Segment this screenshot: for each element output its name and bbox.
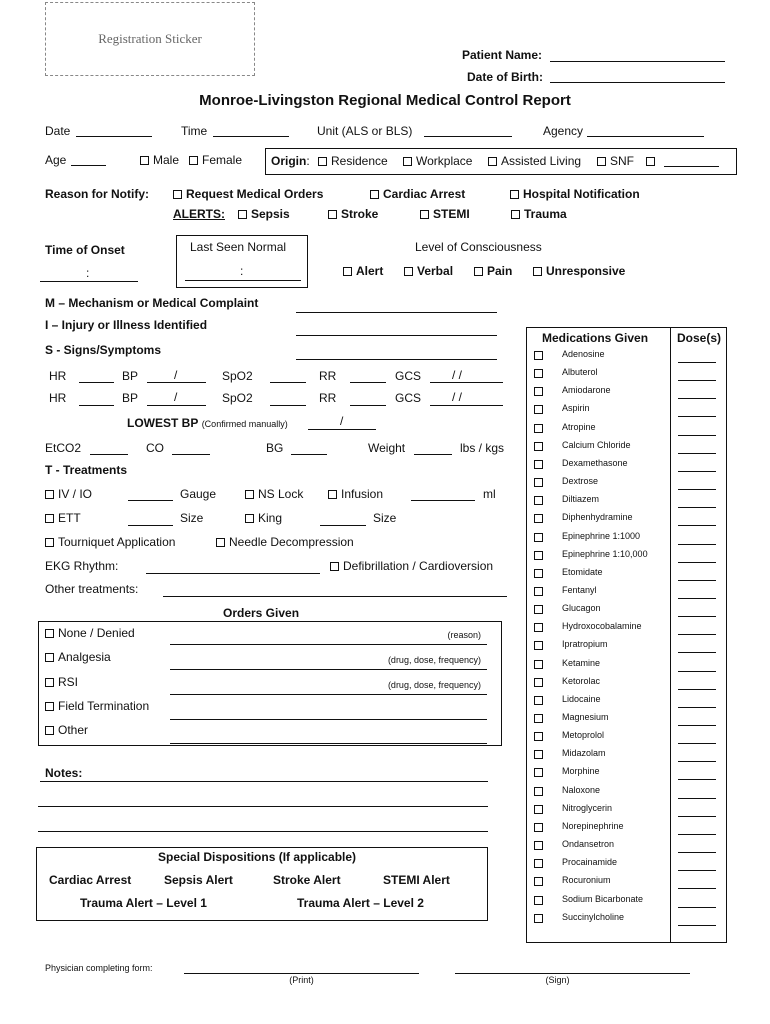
medication-name: Diphenhydramine (562, 512, 633, 522)
medication-name: Diltiazem (562, 494, 600, 504)
medication-name: Calcium Chloride (562, 440, 631, 450)
medication-checkbox[interactable] (534, 405, 543, 414)
medication-checkbox[interactable] (534, 533, 543, 542)
medication-checkbox[interactable] (534, 914, 543, 923)
medication-name: Lidocaine (562, 694, 601, 704)
medication-name: Ipratropium (562, 639, 608, 649)
gcs-slashes-2: / / (452, 390, 463, 404)
order-hint: (reason) (447, 630, 481, 640)
bg-label: BG (266, 441, 284, 455)
bp-field-1[interactable] (147, 382, 206, 383)
medication-name: Sodium Bicarbonate (562, 894, 644, 904)
hr-field-2[interactable] (79, 405, 114, 406)
medication-name: Etomidate (562, 567, 603, 577)
medication-name: Metoprolol (562, 730, 605, 740)
gcs-label-2: GCS (395, 391, 422, 405)
dose-field[interactable] (678, 870, 716, 871)
ns-lock-option[interactable]: NS Lock (245, 488, 303, 500)
sepsis-option[interactable]: Sepsis (238, 208, 290, 220)
date-field[interactable] (76, 136, 152, 137)
dob-label: Date of Birth: (467, 70, 543, 84)
order-checkbox[interactable] (45, 702, 54, 711)
dose-field[interactable] (678, 453, 716, 454)
ekg-field[interactable] (146, 573, 320, 574)
medication-checkbox[interactable] (534, 641, 543, 650)
medication-name: Amiodarone (562, 385, 611, 395)
dose-field[interactable] (678, 398, 716, 399)
dose-field[interactable] (678, 634, 716, 635)
female-checkbox[interactable] (189, 156, 198, 165)
registration-sticker-area (45, 2, 255, 76)
medication-checkbox[interactable] (534, 496, 543, 505)
notes-line-2[interactable] (38, 806, 488, 807)
medication-name: Dextrose (562, 476, 599, 486)
reason-label: Reason for Notify: (45, 187, 150, 201)
print-label: (Print) (289, 975, 314, 985)
medication-checkbox[interactable] (534, 442, 543, 451)
origin-other[interactable] (646, 155, 659, 167)
dose-field[interactable] (678, 435, 716, 436)
medication-name: Adenosine (562, 349, 605, 359)
order-option[interactable] (45, 676, 78, 688)
lowest-bp-field[interactable] (308, 429, 376, 430)
dob-field[interactable] (550, 82, 725, 83)
dose-field[interactable] (678, 925, 716, 926)
medication-name: Ondansetron (562, 839, 615, 849)
medication-checkbox[interactable] (534, 605, 543, 614)
king-size-field[interactable] (320, 525, 366, 526)
order-label: Other (58, 723, 89, 737)
dose-field[interactable] (678, 689, 716, 690)
order-label: Analgesia (58, 650, 111, 664)
medication-name: Morphine (562, 766, 600, 776)
medication-name: Hydroxocobalamine (562, 621, 642, 631)
request-orders-option[interactable]: Request Medical Orders (173, 188, 323, 200)
medication-checkbox[interactable] (534, 841, 543, 850)
cardiac-arrest-option[interactable]: Cardiac Arrest (370, 188, 465, 200)
dose-field[interactable] (678, 779, 716, 780)
loc-pain[interactable]: Pain (474, 265, 512, 277)
mechanism-label: M – Mechanism or Medical Complaint (45, 296, 259, 310)
age-label: Age (45, 153, 67, 167)
medication-checkbox[interactable] (534, 369, 543, 378)
king-size-label: Size (373, 511, 397, 525)
stemi-option[interactable]: STEMI (420, 208, 470, 220)
dose-field[interactable] (678, 652, 716, 653)
rr-field-1[interactable] (350, 382, 386, 383)
medication-checkbox[interactable] (534, 787, 543, 796)
medication-name: Dexamethasone (562, 458, 628, 468)
onset-time-field[interactable] (40, 281, 138, 282)
time-field[interactable] (213, 136, 289, 137)
medication-checkbox[interactable] (534, 623, 543, 632)
rr-field-2[interactable] (350, 405, 386, 406)
other-treatments-field[interactable] (163, 596, 507, 597)
tourniquet-option[interactable]: Tourniquet Application (45, 536, 175, 548)
medication-checkbox[interactable] (534, 714, 543, 723)
rr-label-1: RR (319, 369, 337, 383)
hr-label-2: HR (49, 391, 67, 405)
treatments-label: T - Treatments (45, 463, 128, 477)
sd-trauma-level-1: Trauma Alert – Level 1 (80, 896, 207, 910)
sd-stroke-alert: Stroke Alert (273, 873, 341, 887)
etco2-field[interactable] (90, 454, 128, 455)
onset-colon: : (86, 266, 90, 280)
dose-field[interactable] (678, 707, 716, 708)
etco2-label: EtCO2 (45, 441, 82, 455)
ett-option[interactable]: ETT (45, 512, 81, 524)
loc-alert[interactable]: Alert (343, 265, 383, 277)
medication-checkbox[interactable] (534, 514, 543, 523)
lbs-kgs-label: lbs / kgs (460, 441, 505, 455)
ett-size-field[interactable] (128, 525, 173, 526)
medication-name: Epinephrine 1:10,000 (562, 549, 648, 559)
patient-name-field[interactable] (550, 61, 725, 62)
medication-checkbox[interactable] (534, 678, 543, 687)
co-label: CO (146, 441, 164, 455)
medication-name: Ketamine (562, 658, 601, 668)
medication-checkbox[interactable] (534, 696, 543, 705)
medication-name: Naloxone (562, 785, 601, 795)
medication-name: Succinylcholine (562, 912, 625, 922)
time-label: Time (181, 124, 208, 138)
medication-checkbox[interactable] (534, 569, 543, 578)
signs-field[interactable] (296, 359, 497, 360)
infusion-field[interactable] (411, 500, 475, 501)
lowest-bp-label: LOWEST BP (Confirmed manually) (127, 416, 288, 430)
medication-name: Procainamide (562, 857, 618, 867)
dose-field[interactable] (678, 580, 716, 581)
order-label: RSI (58, 675, 79, 689)
bp-label-2: BP (122, 391, 139, 405)
last-seen-label: Last Seen Normal (190, 240, 287, 254)
order-field[interactable] (170, 644, 487, 645)
dose-field[interactable] (678, 834, 716, 835)
order-field[interactable] (170, 743, 487, 744)
co-field[interactable] (172, 454, 210, 455)
order-label: None / Denied (58, 626, 135, 640)
medication-checkbox[interactable] (534, 732, 543, 741)
order-field[interactable] (170, 669, 487, 670)
defib-option[interactable]: Defibrillation / Cardioversion (330, 560, 493, 572)
medication-checkbox[interactable] (534, 823, 543, 832)
notes-line-1[interactable] (40, 781, 488, 782)
medication-name: Epinephrine 1:1000 (562, 531, 641, 541)
dose-field[interactable] (678, 416, 716, 417)
medication-name: Nitroglycerin (562, 803, 613, 813)
medication-name: Glucagon (562, 603, 601, 613)
dose-field[interactable] (678, 852, 716, 853)
sd-cardiac-arrest: Cardiac Arrest (49, 873, 132, 887)
weight-label: Weight (368, 441, 406, 455)
medication-name: Ketorolac (562, 676, 601, 686)
loc-verbal[interactable]: Verbal (404, 265, 453, 277)
hr-label-1: HR (49, 369, 67, 383)
dose-field[interactable] (678, 507, 716, 508)
order-hint: (drug, dose, frequency) (387, 655, 481, 665)
order-hint: (drug, dose, frequency) (387, 680, 481, 690)
infusion-option[interactable]: Infusion (328, 488, 383, 500)
bg-field[interactable] (291, 454, 327, 455)
medication-checkbox[interactable] (534, 660, 543, 669)
unit-label: Unit (ALS or BLS) (317, 124, 413, 138)
mechanism-field[interactable] (296, 312, 497, 313)
dose-field[interactable] (678, 380, 716, 381)
physician-print-field[interactable] (184, 973, 419, 974)
rr-label-2: RR (319, 391, 337, 405)
bp-slash-2: / (174, 390, 178, 404)
medication-name: Albuterol (562, 367, 598, 377)
meds-title: Medications Given (542, 331, 649, 345)
dose-field[interactable] (678, 616, 716, 617)
ekg-label: EKG Rhythm: (45, 559, 119, 573)
order-field[interactable] (170, 694, 487, 695)
unit-field[interactable] (424, 136, 512, 137)
medication-checkbox[interactable] (534, 460, 543, 469)
hospital-notification-option[interactable]: Hospital Notification (510, 188, 640, 200)
order-option[interactable] (45, 651, 111, 663)
notes-line-3[interactable] (38, 831, 488, 832)
dose-field[interactable] (678, 562, 716, 563)
physician-label: Physician completing form: (45, 963, 153, 973)
bp-label-1: BP (122, 369, 139, 383)
iv-io-option[interactable]: IV / IO (45, 488, 92, 500)
order-option[interactable] (45, 700, 149, 712)
orders-title: Orders Given (223, 606, 300, 620)
origin-label: Origin: (271, 154, 310, 168)
sd-trauma-level-2: Trauma Alert – Level 2 (297, 896, 424, 910)
medication-name: Fentanyl (562, 585, 597, 595)
spo2-label-1: SpO2 (222, 369, 253, 383)
loc-label: Level of Consciousness (415, 240, 542, 254)
dose-field[interactable] (678, 888, 716, 889)
order-checkbox[interactable] (45, 653, 54, 662)
agency-label: Agency (543, 124, 584, 138)
dose-field[interactable] (678, 816, 716, 817)
medication-checkbox[interactable] (534, 805, 543, 814)
special-title: Special Dispositions (If applicable) (158, 850, 357, 864)
last-seen-colon: : (240, 264, 244, 278)
dose-field[interactable] (678, 761, 716, 762)
dose-field[interactable] (678, 743, 716, 744)
dose-field[interactable] (678, 525, 716, 526)
gcs-label-1: GCS (395, 369, 422, 383)
medication-checkbox[interactable] (534, 478, 543, 487)
dose-field[interactable] (678, 598, 716, 599)
dose-field[interactable] (678, 798, 716, 799)
order-option[interactable] (45, 724, 88, 736)
bp-field-2[interactable] (147, 405, 206, 406)
sign-label: (Sign) (545, 975, 570, 985)
lowest-bp-slash: / (340, 414, 344, 428)
patient-name-label: Patient Name: (462, 48, 543, 62)
origin-assisted-living[interactable]: Assisted Living (488, 155, 581, 167)
date-label: Date (45, 124, 71, 138)
medication-checkbox[interactable] (534, 896, 543, 905)
doses-title: Dose(s) (677, 331, 722, 345)
medication-name: Norepinephrine (562, 821, 624, 831)
medication-checkbox[interactable] (534, 424, 543, 433)
weight-field[interactable] (414, 454, 452, 455)
spo2-field-2[interactable] (270, 405, 306, 406)
medication-name: Atropine (562, 422, 596, 432)
age-field[interactable] (71, 165, 106, 166)
bp-slash-1: / (174, 368, 178, 382)
female-option[interactable]: Female (189, 154, 242, 166)
medication-name: Magnesium (562, 712, 609, 722)
origin-snf[interactable]: SNF (597, 155, 634, 167)
form-title: Monroe-Livingston Regional Medical Control Report (199, 92, 571, 109)
dose-field[interactable] (678, 362, 716, 363)
dose-field[interactable] (678, 725, 716, 726)
medication-checkbox[interactable] (534, 877, 543, 886)
ml-label: ml (483, 487, 496, 501)
gcs-slashes-1: / / (452, 368, 463, 382)
medication-checkbox[interactable] (534, 387, 543, 396)
male-checkbox[interactable] (140, 156, 149, 165)
medication-checkbox[interactable] (534, 859, 543, 868)
alerts-label: ALERTS: (173, 207, 225, 221)
last-seen-field[interactable] (185, 280, 301, 281)
agency-field[interactable] (587, 136, 704, 137)
medication-name: Aspirin (562, 403, 590, 413)
time-onset-label: Time of Onset (45, 243, 125, 257)
dose-field[interactable] (678, 671, 716, 672)
male-option[interactable]: Male (140, 154, 179, 166)
gcs-field-2[interactable] (430, 405, 503, 406)
sticker-label: Registration Sticker (98, 31, 202, 46)
origin-residence[interactable]: Residence (318, 155, 388, 167)
ett-size-label: Size (180, 511, 204, 525)
spo2-field-1[interactable] (270, 382, 306, 383)
origin-workplace[interactable]: Workplace (403, 155, 472, 167)
gauge-label: Gauge (180, 487, 217, 501)
notes-label: Notes: (45, 766, 83, 780)
medications-divider (670, 327, 671, 943)
medication-checkbox[interactable] (534, 768, 543, 777)
needle-option[interactable]: Needle Decompression (216, 536, 354, 548)
hr-field-1[interactable] (79, 382, 114, 383)
trauma-option[interactable]: Trauma (511, 208, 567, 220)
physician-sign-field[interactable] (455, 973, 690, 974)
sd-stemi-alert: STEMI Alert (383, 873, 450, 887)
medication-name: Midazolam (562, 748, 606, 758)
medication-checkbox[interactable] (534, 351, 543, 360)
king-option[interactable]: King (245, 512, 282, 524)
stroke-option[interactable]: Stroke (328, 208, 378, 220)
loc-unresponsive[interactable]: Unresponsive (533, 265, 625, 277)
spo2-label-2: SpO2 (222, 391, 253, 405)
dose-field[interactable] (678, 489, 716, 490)
order-checkbox[interactable] (45, 678, 54, 687)
dose-field[interactable] (678, 471, 716, 472)
medication-name: Rocuronium (562, 875, 611, 885)
gauge-field[interactable] (128, 500, 173, 501)
gcs-field-1[interactable] (430, 382, 503, 383)
signs-label: S - Signs/Symptoms (45, 343, 162, 357)
order-checkbox[interactable] (45, 629, 54, 638)
sd-sepsis-alert: Sepsis Alert (164, 873, 233, 887)
medication-checkbox[interactable] (534, 587, 543, 596)
order-field[interactable] (170, 719, 487, 720)
medications-table (526, 327, 727, 943)
order-label: Field Termination (58, 699, 150, 713)
dose-field[interactable] (678, 907, 716, 908)
dose-field[interactable] (678, 544, 716, 545)
medication-checkbox[interactable] (534, 551, 543, 560)
other-treatments-label: Other treatments: (45, 582, 139, 596)
injury-field[interactable] (296, 335, 497, 336)
medication-checkbox[interactable] (534, 750, 543, 759)
order-checkbox[interactable] (45, 726, 54, 735)
injury-label: I – Injury or Illness Identified (45, 318, 208, 332)
order-option[interactable] (45, 627, 135, 639)
origin-other-field[interactable] (664, 166, 719, 167)
